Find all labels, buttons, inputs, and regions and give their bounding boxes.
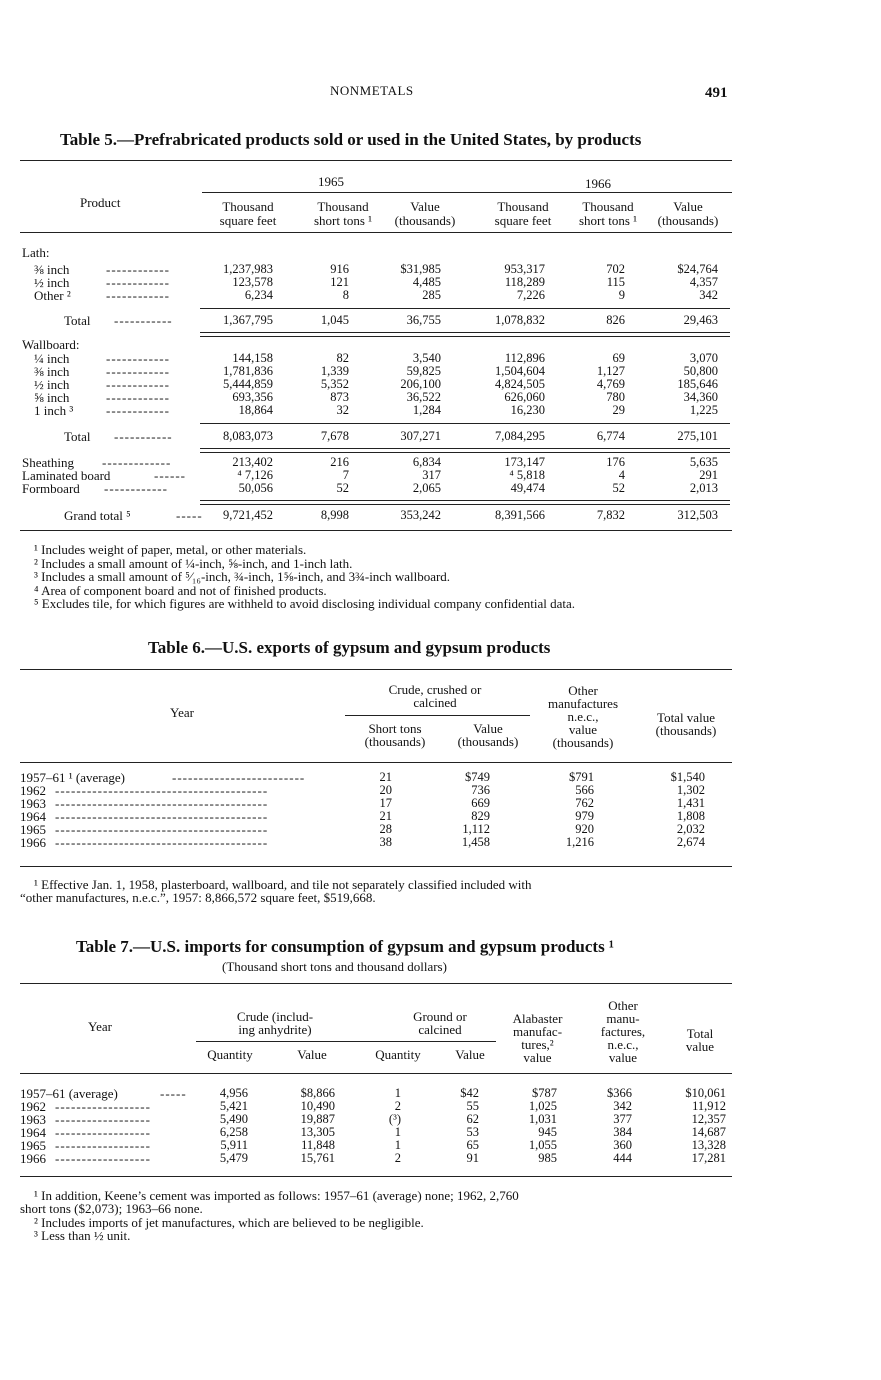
product-header: Product — [80, 195, 121, 210]
formboard-row-cell: 50,056 — [238, 481, 273, 495]
table7-cell: 1,025 — [528, 1099, 557, 1113]
table7-cell: 65 — [466, 1138, 479, 1152]
table7-cell: 1 — [394, 1086, 401, 1100]
wallboard-row-label: 1 inch ³ — [34, 403, 74, 418]
formboard-row-label: Formboard — [22, 481, 80, 496]
wallboard-total-row-cell: 8,083,073 — [223, 429, 273, 443]
table6-col-header-line: Other — [568, 683, 598, 698]
lath-row-cell: 7,226 — [516, 288, 545, 302]
table7-group2-line: Ground or — [413, 1009, 467, 1024]
wallboard-total-row-cell: 275,101 — [677, 429, 718, 443]
wallboard-row-cell: 3,540 — [412, 351, 441, 365]
grand-total-row-cell: 312,503 — [677, 508, 718, 522]
leader-dots: ---------------------------------------- — [55, 783, 269, 798]
table7-cell: $366 — [607, 1086, 632, 1100]
leader-dots: ------------------ — [55, 1125, 151, 1140]
table7-cell: 945 — [538, 1125, 557, 1139]
table7-cell: 14,687 — [691, 1125, 726, 1139]
wallboard-row-cell: 693,356 — [232, 390, 273, 404]
formboard-rule — [200, 500, 730, 501]
table6-title: Table 6.—U.S. exports of gypsum and gypsum products — [148, 638, 551, 657]
table7-year-header: Year — [88, 1019, 112, 1034]
wallboard-row-cell: 34,360 — [683, 390, 718, 404]
table6-col-header-line: Short tons — [368, 721, 422, 736]
table7-other-header-line: n.e.c., — [607, 1037, 639, 1052]
lath-subtotal-rule — [200, 308, 730, 309]
leader-dots: ------------------------- — [172, 770, 306, 785]
table5-footnote: ⁴ Area of component board and not of finished products. — [34, 582, 327, 598]
wallboard-row-cell: 112,896 — [504, 351, 545, 365]
table7-sub-header: Quantity — [375, 1047, 421, 1062]
sheathing-row-cell: 216 — [330, 455, 349, 469]
table7-cell: 360 — [613, 1138, 632, 1152]
table7-title: Table 7.—U.S. imports for consumption of gypsum and gypsum products ¹ — [76, 937, 615, 956]
wallboard-total-row-label: Total — [64, 429, 91, 444]
table7-total-header-line: Total — [686, 1026, 714, 1041]
wallboard-row-cell: 1,781,836 — [223, 364, 273, 378]
lath-row-cell: 123,578 — [232, 275, 273, 289]
table7-alabaster-header-line: value — [523, 1050, 552, 1065]
table7-sub-header: Quantity — [207, 1047, 253, 1062]
lath-total-row-cell: 1,078,832 — [495, 313, 545, 327]
table7-cell: 91 — [466, 1151, 479, 1165]
laminated-board-row-cell: 291 — [699, 468, 718, 482]
wallboard-row-cell: 144,158 — [232, 351, 273, 365]
table7-cell: 5,421 — [219, 1099, 248, 1113]
table7-alabaster-header-line: Alabaster — [512, 1011, 563, 1026]
table5-col-header-line: square feet — [494, 213, 552, 228]
table6-cell: 1,302 — [676, 783, 705, 797]
wallboard-subtotal-rule — [200, 423, 730, 424]
table7-cell: 17,281 — [691, 1151, 726, 1165]
year-1966-header: 1966 — [585, 176, 611, 191]
wallboard-row-label: ⅜ inch — [34, 364, 70, 379]
table7-sub-header: Value — [455, 1047, 485, 1062]
sheathing-row-cell: 173,147 — [504, 455, 545, 469]
table6-cell: 2,674 — [676, 835, 705, 849]
leader-dots: ---------------------------------------- — [55, 809, 269, 824]
laminated-board-row-cell: 7 — [342, 468, 349, 482]
table7-subtitle: (Thousand short tons and thousand dollars) — [222, 959, 447, 974]
leader-dots: ---------------------------------------- — [55, 822, 269, 837]
table6-year-label: 1965 — [20, 822, 46, 837]
lath-total-row-cell: 1,367,795 — [223, 313, 273, 327]
leader-dots: ----- — [160, 1086, 187, 1101]
lath-row-cell: 702 — [606, 262, 625, 276]
table6-col-header-line: Value — [473, 721, 503, 736]
leader-dots: ------------- — [102, 455, 172, 470]
table7-cell: 985 — [538, 1151, 557, 1165]
table6-col-header-line: Total value — [657, 710, 715, 725]
leader-dots: ----------- — [114, 429, 173, 444]
table6-cell: 566 — [575, 783, 594, 797]
leader-dots: ------------ — [104, 481, 168, 496]
table7-cell: 1,055 — [528, 1138, 557, 1152]
wallboard-total-rule-2 — [200, 452, 730, 453]
leader-dots: ------------ — [106, 390, 170, 405]
grand-total-row-cell: 8,998 — [320, 508, 349, 522]
wallboard-total-row-cell: 7,084,295 — [495, 429, 545, 443]
table7-cell: 13,305 — [300, 1125, 335, 1139]
table6-cell: 979 — [575, 809, 594, 823]
table7-cell: 62 — [466, 1112, 479, 1126]
formboard-row-cell: 52 — [612, 481, 625, 495]
leader-dots: ---------------------------------------- — [55, 835, 269, 850]
table7-cell: 12,357 — [691, 1112, 726, 1126]
table7-cell: (³) — [388, 1112, 401, 1126]
lath-row-cell: 4,357 — [689, 275, 718, 289]
laminated-board-row-cell: ⁴ 5,818 — [509, 468, 545, 482]
table6-cell: 20 — [379, 783, 392, 797]
table7-year-label: 1965 — [20, 1138, 46, 1153]
table7-cell: $42 — [460, 1086, 479, 1100]
lath-row-cell: 953,317 — [504, 262, 545, 276]
table7-year-label: 1966 — [20, 1151, 46, 1166]
table7-cell: 4,956 — [219, 1086, 248, 1100]
table5-bottom-rule — [20, 530, 732, 531]
table7-other-header-line: Other — [608, 998, 638, 1013]
wallboard-row-cell: 185,646 — [677, 377, 718, 391]
table6-cell: 1,112 — [462, 822, 490, 836]
table6-cell: 669 — [471, 796, 490, 810]
table5-footnote: ³ Includes a small amount of ⁵⁄₁₆-inch, ¾-inch, 1⅝-inch, and 3¾-inch wallboard. — [34, 569, 451, 585]
table6-cell: 21 — [379, 770, 392, 784]
wallboard-row-cell: 32 — [336, 403, 349, 417]
wallboard-total-rule — [200, 448, 730, 449]
table6-group-rule — [345, 715, 530, 716]
wallboard-row-cell: 29 — [612, 403, 625, 417]
table7-group-rule — [196, 1041, 496, 1042]
year-rule — [202, 192, 732, 193]
lath-row-cell: $31,985 — [400, 262, 441, 276]
table6-year-label: 1966 — [20, 835, 46, 850]
page-number: 491 — [705, 85, 728, 101]
table5-title: Table 5.—Prefrabricated products sold or used in the United States, by products — [60, 130, 642, 149]
table6-group-header-line: Crude, crushed or — [388, 682, 482, 697]
wallboard-group-label: Wallboard: — [22, 337, 80, 352]
lath-row-cell: 8 — [342, 288, 349, 302]
table6-year-label: 1963 — [20, 796, 46, 811]
running-head: NONMETALS — [330, 83, 414, 98]
table5-header-rule — [20, 232, 732, 233]
leader-dots: ------------ — [106, 288, 170, 303]
table7-cell: 11,912 — [692, 1099, 726, 1113]
lath-total-row-cell: 29,463 — [683, 313, 718, 327]
table6-col-header-line: (thousands) — [364, 734, 426, 749]
table7-year-label: 1957–61 (average) — [20, 1086, 118, 1101]
table7-group2-line: calcined — [418, 1022, 462, 1037]
lath-row-cell: 115 — [606, 275, 625, 289]
grand-total-row-cell: 8,391,566 — [495, 508, 545, 522]
table6-cell: 1,216 — [565, 835, 594, 849]
table6-col-header-line: (thousands) — [552, 735, 614, 750]
wallboard-total-row-cell: 7,678 — [320, 429, 349, 443]
leader-dots: ---------------------------------------- — [55, 796, 269, 811]
table7-alabaster-header-line: manufac- — [512, 1024, 563, 1039]
lath-row-cell: 121 — [330, 275, 349, 289]
wallboard-row-cell: 1,127 — [596, 364, 625, 378]
leader-dots: ------------ — [106, 364, 170, 379]
table7-cell: 1 — [394, 1138, 401, 1152]
lath-group-label: Lath: — [22, 245, 50, 260]
laminated-board-row-cell: 4 — [618, 468, 625, 482]
table6-cell: 17 — [379, 796, 392, 810]
wallboard-row-cell: 626,060 — [504, 390, 545, 404]
table7-group1-line: ing anhydrite) — [238, 1022, 312, 1037]
sheathing-row-label: Sheathing — [22, 455, 74, 470]
table5-top-rule — [20, 160, 732, 161]
table6-cell: 1,431 — [676, 796, 705, 810]
sheathing-row-cell: 5,635 — [689, 455, 718, 469]
leader-dots: ------------ — [106, 275, 170, 290]
grand-total-row-cell: 9,721,452 — [223, 508, 273, 522]
lath-total-rule — [200, 332, 730, 333]
grand-total-row-label: Grand total ⁵ — [64, 508, 131, 523]
laminated-board-row-cell: 317 — [422, 468, 441, 482]
table5-col-header-line: Thousand — [497, 199, 549, 214]
table5-col-header-line: (thousands) — [657, 213, 719, 228]
table6-cell: 829 — [471, 809, 490, 823]
table5-footnote: ² Includes a small amount of ¼-inch, ⅝-inch, and 1-inch lath. — [34, 555, 353, 571]
table7-cell: 19,887 — [300, 1112, 335, 1126]
wallboard-row-cell: 873 — [330, 390, 349, 404]
formboard-row-cell: 2,013 — [689, 481, 718, 495]
table7-footnote: ¹ In addition, Keene’s cement was imported as follows: 1957–61 (average) none; 1962, 2,760 — [34, 1188, 519, 1203]
table7-other-header-line: value — [608, 1050, 638, 1065]
lath-total-row-cell: 36,755 — [406, 313, 441, 327]
wallboard-row-cell: 4,769 — [596, 377, 625, 391]
table7-cell: 5,490 — [219, 1112, 248, 1126]
year-1965-header: 1965 — [318, 174, 344, 189]
grand-total-row-cell: 7,832 — [596, 508, 625, 522]
lath-total-rule-2 — [200, 336, 730, 337]
lath-row-cell: 1,237,983 — [223, 262, 273, 276]
table6-footnote: “other manufactures, n.e.c.”, 1957: 8,866,572 square feet, $519,668. — [20, 890, 376, 905]
table5-col-header-line: short tons ¹ — [313, 213, 373, 228]
lath-row-label: Other ² — [34, 288, 71, 303]
table6-footnote: ¹ Effective Jan. 1, 1958, plasterboard, wallboard, and tile not separately classified included with — [34, 877, 532, 892]
table7-cell: 384 — [613, 1125, 632, 1139]
table5-footnote: ⁵ Excludes tile, for which figures are withheld to avoid disclosing individual company confidential data. — [34, 596, 576, 612]
table5-col-header-line: square feet — [219, 213, 277, 228]
leader-dots: ------ — [154, 468, 186, 483]
formboard-rule-2 — [200, 504, 730, 505]
leader-dots: ----------- — [114, 313, 173, 328]
leader-dots: ------------------ — [55, 1138, 151, 1153]
table7-year-label: 1962 — [20, 1099, 46, 1114]
table7-sub-header: Value — [297, 1047, 327, 1062]
table6-cell: 1,808 — [676, 809, 705, 823]
table6-cell: $791 — [569, 770, 594, 784]
laminated-board-row-label: Laminated board — [22, 468, 111, 483]
leader-dots: ------------ — [106, 377, 170, 392]
table5-col-header-line: (thousands) — [394, 213, 456, 228]
lath-total-row-label: Total — [64, 313, 91, 328]
table7-footnote: ² Includes imports of jet manufactures, which are believed to be negligible. — [34, 1215, 424, 1230]
formboard-row-cell: 2,065 — [412, 481, 441, 495]
table7-year-label: 1963 — [20, 1112, 46, 1127]
lath-total-row-cell: 826 — [606, 313, 625, 327]
wallboard-total-row-cell: 6,774 — [596, 429, 625, 443]
table6-col-header-line: value — [568, 722, 598, 737]
grand-total-row-cell: 353,242 — [400, 508, 441, 522]
table7-cell: 5,479 — [219, 1151, 248, 1165]
table7-other-header-line: manu- — [606, 1011, 640, 1026]
table7-cell: 377 — [613, 1112, 632, 1126]
wallboard-row-cell: 4,824,505 — [495, 377, 545, 391]
table5-col-header-line: Thousand — [317, 199, 369, 214]
lath-row-cell: 285 — [422, 288, 441, 302]
table7-group1-line: Crude (includ- — [236, 1009, 314, 1024]
wallboard-row-cell: 59,825 — [406, 364, 441, 378]
leader-dots: ------------------ — [55, 1112, 151, 1127]
lath-row-cell: 342 — [699, 288, 718, 302]
formboard-row-cell: 52 — [336, 481, 349, 495]
table6-year-header: Year — [170, 705, 194, 720]
table6-header-rule — [20, 762, 732, 763]
table7-cell: $8,866 — [300, 1086, 335, 1100]
table6-cell: 28 — [379, 822, 392, 836]
wallboard-row-cell: 36,522 — [406, 390, 441, 404]
table7-cell: 53 — [466, 1125, 479, 1139]
wallboard-row-cell: 1,504,604 — [495, 364, 545, 378]
table7-cell: 6,258 — [219, 1125, 248, 1139]
leader-dots: ------------ — [106, 403, 170, 418]
table6-cell: $1,540 — [670, 770, 705, 784]
lath-row-label: ½ inch — [34, 275, 70, 290]
wallboard-total-row-cell: 307,271 — [400, 429, 441, 443]
lath-row-label: ⅜ inch — [34, 262, 70, 277]
table6-col-header-line: n.e.c., — [567, 709, 599, 724]
wallboard-row-cell: 5,444,859 — [223, 377, 273, 391]
table5-footnote: ¹ Includes weight of paper, metal, or other materials. — [34, 542, 307, 557]
table6-top-rule — [20, 669, 732, 670]
table6-cell: 38 — [379, 835, 392, 849]
laminated-board-row-cell: ⁴ 7,126 — [237, 468, 273, 482]
wallboard-row-cell: 16,230 — [510, 403, 545, 417]
table7-cell: 1,031 — [528, 1112, 557, 1126]
table5-col-header-line: Thousand — [222, 199, 274, 214]
table7-top-rule — [20, 983, 732, 984]
table6-cell: 736 — [471, 783, 490, 797]
table6-cell: 21 — [379, 809, 392, 823]
leader-dots: ------------ — [106, 351, 170, 366]
lath-row-cell: $24,764 — [677, 262, 718, 276]
leader-dots: ------------------ — [55, 1151, 151, 1166]
table7-cell: 444 — [613, 1151, 632, 1165]
lath-total-row-cell: 1,045 — [320, 313, 349, 327]
table6-cell: 1,458 — [461, 835, 490, 849]
wallboard-row-cell: 50,800 — [683, 364, 718, 378]
table7-other-header-line: factures, — [600, 1024, 646, 1039]
wallboard-row-cell: 1,225 — [689, 403, 718, 417]
table7-cell: $10,061 — [685, 1086, 726, 1100]
sheathing-row-cell: 213,402 — [232, 455, 273, 469]
table7-cell: 55 — [466, 1099, 479, 1113]
wallboard-row-cell: 18,864 — [238, 403, 273, 417]
table7-cell: 13,328 — [691, 1138, 726, 1152]
table5-col-header-line: Value — [673, 199, 703, 214]
table6-year-label: 1964 — [20, 809, 46, 824]
table7-cell: 1 — [394, 1125, 401, 1139]
table7-footnote: short tons ($2,073); 1963–66 none. — [20, 1201, 203, 1216]
sheathing-row-cell: 176 — [606, 455, 625, 469]
lath-row-cell: 9 — [618, 288, 625, 302]
table7-cell: $787 — [532, 1086, 557, 1100]
leader-dots: ----- — [176, 508, 203, 523]
table5-col-header-line: Thousand — [582, 199, 634, 214]
table6-cell: $749 — [465, 770, 490, 784]
table5-col-header-line: short tons ¹ — [578, 213, 638, 228]
lath-row-cell: 916 — [330, 262, 349, 276]
wallboard-row-label: ½ inch — [34, 377, 70, 392]
wallboard-row-label: ¼ inch — [34, 351, 70, 366]
table6-cell: 762 — [575, 796, 594, 810]
table6-col-header-line: manufactures — [547, 696, 619, 711]
wallboard-row-cell: 780 — [606, 390, 625, 404]
table7-year-label: 1964 — [20, 1125, 46, 1140]
wallboard-row-label: ⅝ inch — [34, 390, 70, 405]
wallboard-row-cell: 206,100 — [400, 377, 441, 391]
table7-cell: 342 — [613, 1099, 632, 1113]
leader-dots: ------------------ — [55, 1099, 151, 1114]
table7-cell: 15,761 — [300, 1151, 335, 1165]
table7-cell: 2 — [394, 1151, 401, 1165]
table6-year-label: 1962 — [20, 783, 46, 798]
lath-row-cell: 6,234 — [244, 288, 273, 302]
table7-footnote: ³ Less than ½ unit. — [34, 1228, 131, 1243]
table6-col-header-line: (thousands) — [655, 723, 717, 738]
table7-cell: 5,911 — [220, 1138, 248, 1152]
formboard-row-cell: 49,474 — [510, 481, 545, 495]
wallboard-row-cell: 5,352 — [320, 377, 349, 391]
table7-bottom-rule — [20, 1176, 732, 1177]
table6-cell: 920 — [575, 822, 594, 836]
wallboard-row-cell: 1,284 — [412, 403, 441, 417]
table7-total-header-line: value — [685, 1039, 715, 1054]
table6-year-label: 1957–61 ¹ (average) — [20, 770, 125, 785]
leader-dots: ------------ — [106, 262, 170, 277]
wallboard-row-cell: 1,339 — [320, 364, 349, 378]
lath-row-cell: 4,485 — [412, 275, 441, 289]
table6-group-header-line: calcined — [413, 695, 457, 710]
table6-col-header-line: (thousands) — [457, 734, 519, 749]
lath-row-cell: 118,289 — [504, 275, 545, 289]
table7-cell: 11,848 — [301, 1138, 335, 1152]
table6-cell: 2,032 — [676, 822, 705, 836]
table7-cell: 10,490 — [300, 1099, 335, 1113]
table7-header-rule — [20, 1073, 732, 1074]
wallboard-row-cell: 3,070 — [689, 351, 718, 365]
wallboard-row-cell: 69 — [612, 351, 625, 365]
table6-bottom-rule — [20, 866, 732, 867]
wallboard-row-cell: 82 — [336, 351, 349, 365]
table5-col-header-line: Value — [410, 199, 440, 214]
table7-cell: 2 — [394, 1099, 401, 1113]
sheathing-row-cell: 6,834 — [412, 455, 441, 469]
table7-alabaster-header-line: tures,² — [521, 1037, 554, 1052]
